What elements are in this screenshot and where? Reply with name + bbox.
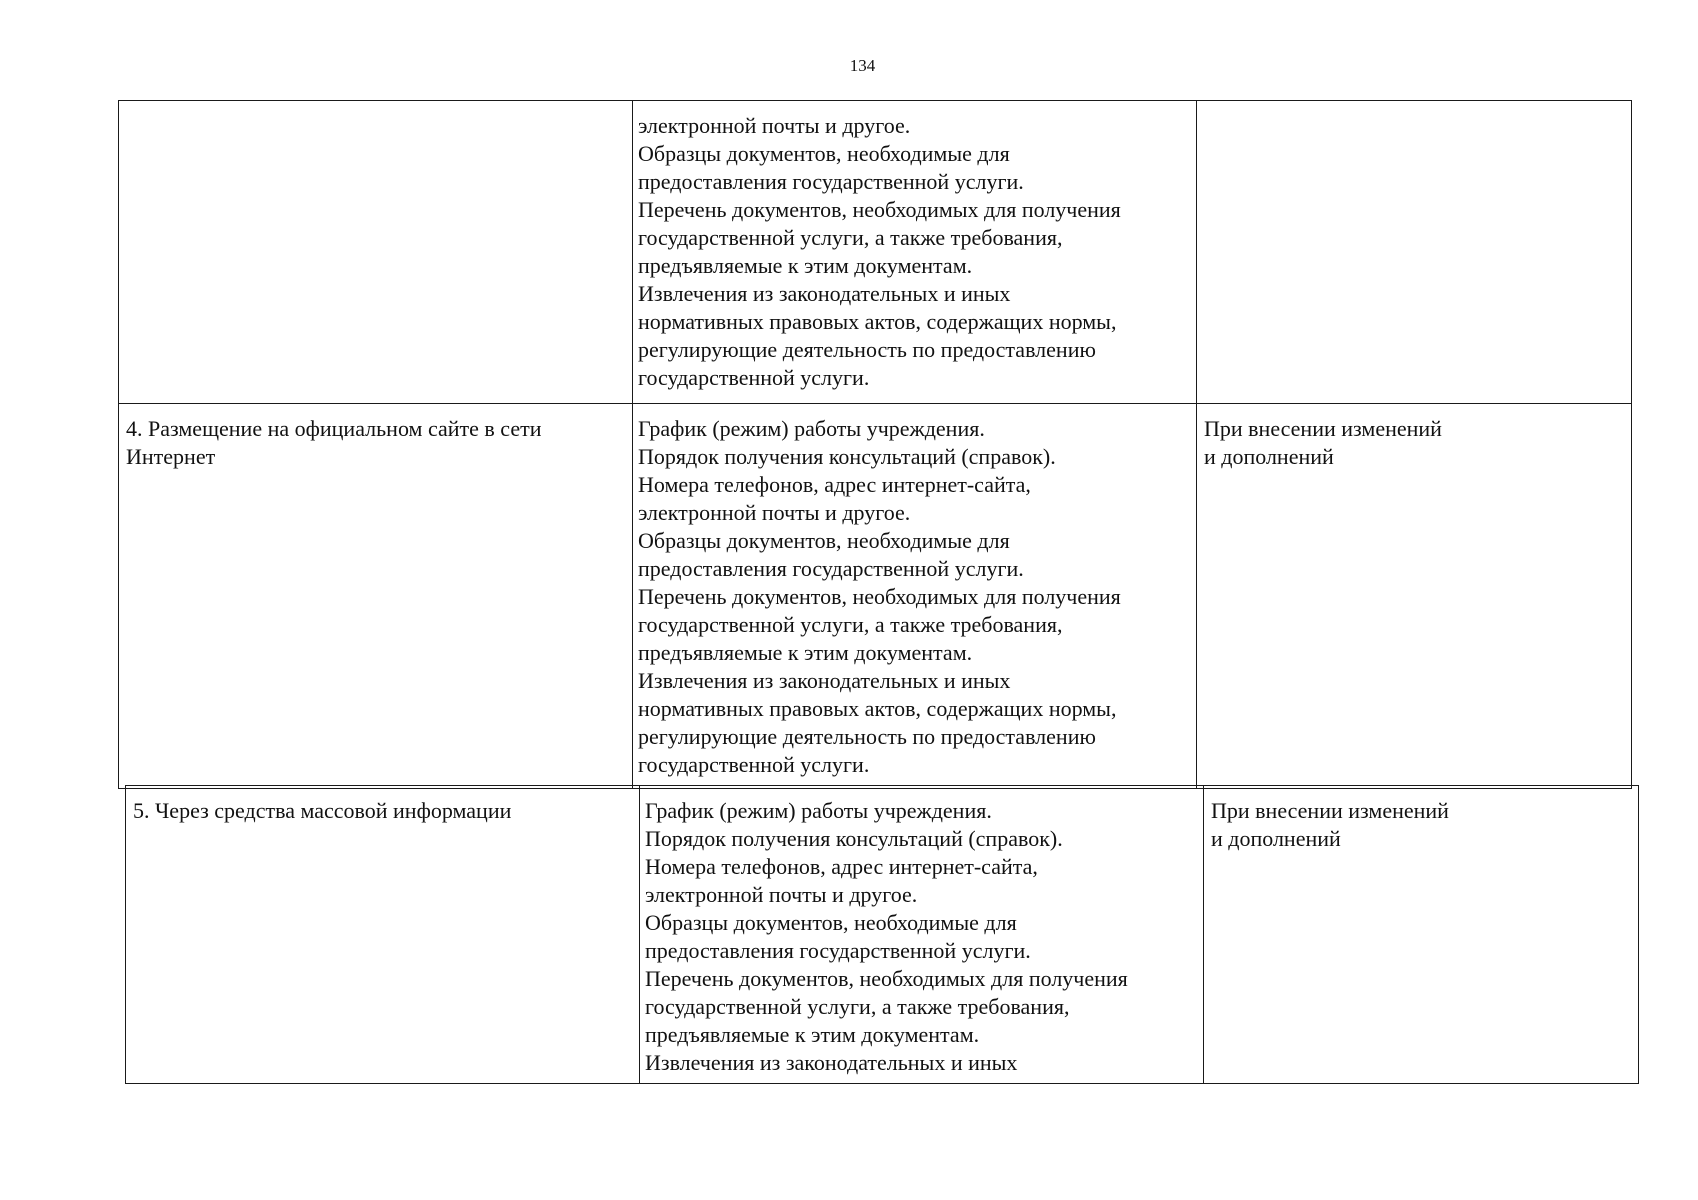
content-line: Перечень документов, необходимых для получения (638, 197, 1121, 222)
content-line: Порядок получения консультаций (справок). (645, 826, 1063, 851)
frequency-line: и дополнений (1204, 444, 1334, 469)
content-line: Образцы документов, необходимые для (638, 528, 1010, 553)
content-line: государственной услуги. (638, 365, 870, 390)
method-line: Интернет (126, 444, 216, 469)
content-line: Образцы документов, необходимые для (645, 910, 1017, 935)
content-line: государственной услуги, а также требования, (638, 225, 1063, 250)
content-line: государственной услуги, а также требования, (645, 994, 1070, 1019)
content-line: электронной почты и другое. (645, 882, 918, 907)
content-line: государственной услуги. (638, 752, 870, 777)
content-line: электронной почты и другое. (638, 500, 911, 525)
frequency-cell (1197, 101, 1632, 404)
content-line: государственной услуги, а также требования, (638, 612, 1063, 637)
method-cell (119, 101, 633, 404)
frequency-line: При внесении изменений (1204, 416, 1442, 441)
content-line: предоставления государственной услуги. (645, 938, 1031, 963)
table-row (119, 404, 1632, 789)
content-line: предъявляемые к этим документам. (638, 640, 973, 665)
page-number: 134 (849, 56, 876, 75)
frequency-cell (1204, 786, 1639, 1084)
content-line: предоставления государственной услуги. (638, 556, 1024, 581)
method-cell (126, 786, 640, 1084)
content-line: Номера телефонов, адрес интернет-сайта, (638, 472, 1031, 497)
content-cell (640, 786, 1204, 1084)
content-cell (633, 101, 1197, 404)
table-row (119, 101, 1632, 404)
content-line: Номера телефонов, адрес интернет-сайта, (645, 854, 1038, 879)
content-line: регулирующие деятельность по предоставлению (638, 337, 1096, 362)
content-line: нормативных правовых актов, содержащих нормы, (638, 309, 1117, 334)
content-line: нормативных правовых актов, содержащих нормы, (638, 696, 1117, 721)
content-line: Извлечения из законодательных и иных (638, 281, 1011, 306)
table-row (126, 786, 1639, 1084)
content-line: Извлечения из законодательных и иных (638, 668, 1011, 693)
method-line: 4. Размещение на официальном сайте в сети (126, 416, 542, 441)
content-line: предъявляемые к этим документам. (638, 253, 973, 278)
content-line: График (режим) работы учреждения. (645, 798, 992, 823)
content-line: График (режим) работы учреждения. (638, 416, 985, 441)
method-cell (119, 404, 633, 789)
info-table (118, 100, 1632, 789)
frequency-cell (1197, 404, 1632, 789)
content-line: Извлечения из законодательных и иных (645, 1050, 1018, 1075)
content-line: предъявляемые к этим документам. (645, 1022, 980, 1047)
method-line: 5. Через средства массовой информации (133, 798, 512, 823)
content-cell (633, 404, 1197, 789)
content-line: Перечень документов, необходимых для получения (638, 584, 1121, 609)
frequency-line: и дополнений (1211, 826, 1341, 851)
content-line: электронной почты и другое. (638, 113, 911, 138)
content-line: Перечень документов, необходимых для получения (645, 966, 1128, 991)
content-line: Образцы документов, необходимые для (638, 141, 1010, 166)
info-table-continued (125, 785, 1639, 1084)
frequency-line: При внесении изменений (1211, 798, 1449, 823)
content-line: Порядок получения консультаций (справок). (638, 444, 1056, 469)
content-line: регулирующие деятельность по предоставлению (638, 724, 1096, 749)
content-line: предоставления государственной услуги. (638, 169, 1024, 194)
